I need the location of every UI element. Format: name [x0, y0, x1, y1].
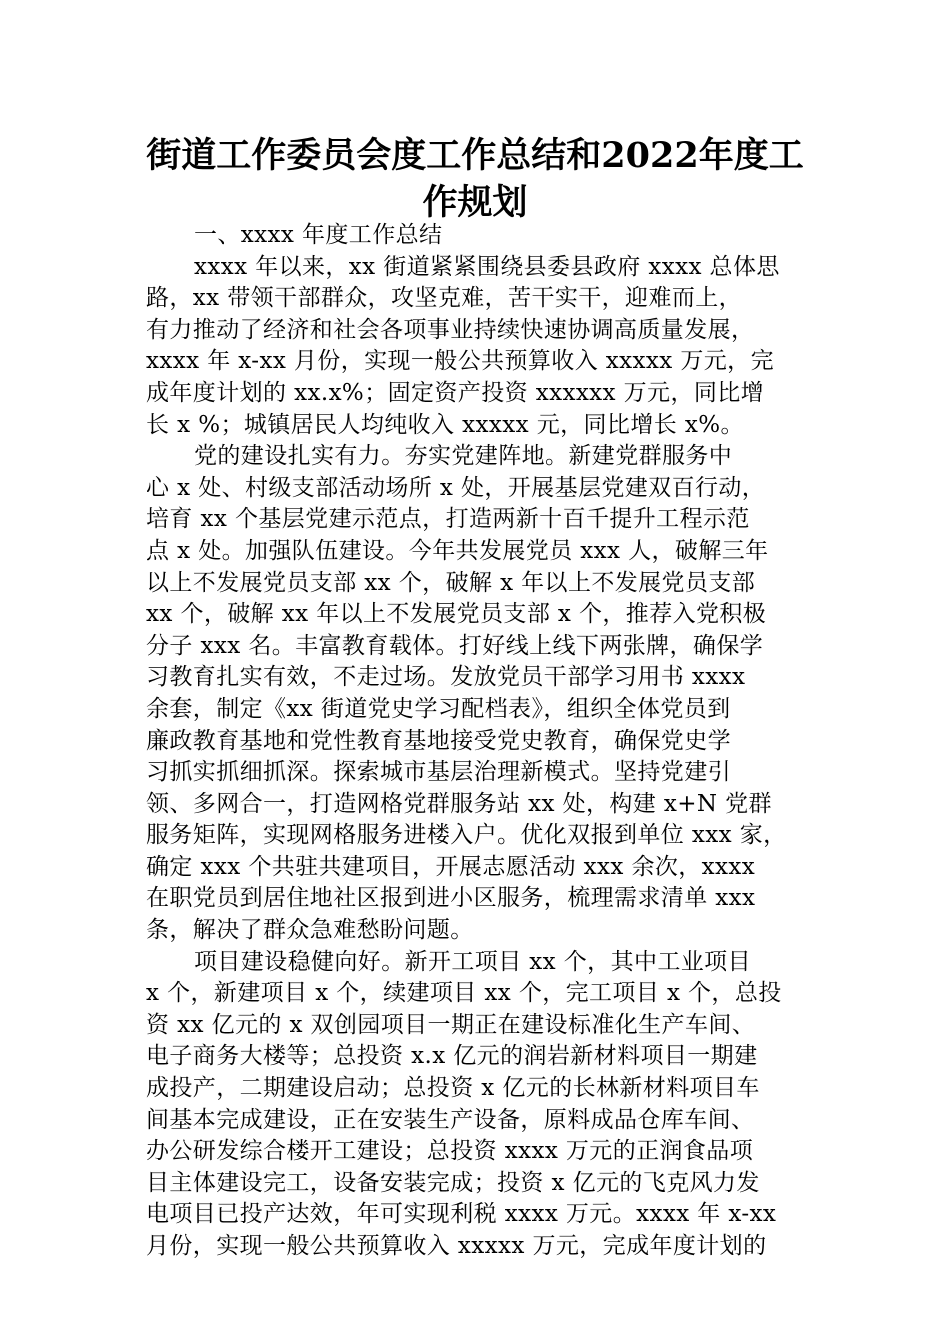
body-line: 习抓实抓细抓深。探索城市基层治理新模式。坚持党建引: [146, 759, 731, 786]
body-line: 服务矩阵，实现网格服务进楼入户。优化双报到单位 xxx 家，: [146, 822, 787, 849]
body-line: xxxx 年以来，xx 街道紧紧围绕县委县政府 xxxx 总体思: [194, 253, 780, 280]
body-line: 条，解决了群众急难愁盼问题。: [146, 917, 474, 944]
body-line: 项目建设稳健向好。新开工项目 xx 个，其中工业项目: [194, 948, 751, 975]
body-line: 党的建设扎实有力。夯实党建阵地。新建党群服务中: [194, 443, 733, 470]
body-line: 分子 xxx 名。丰富教育载体。打好线上线下两张牌，确保学: [146, 632, 764, 659]
body-line: 培育 xx 个基层党建示范点，打造两新十百千提升工程示范: [146, 506, 750, 533]
title-line-1: 街道工作委员会度工作总结和2022年度工: [146, 135, 804, 176]
body-line: 余套，制定《xx 街道党史学习配档表》，组织全体党员到: [146, 695, 731, 722]
body-line: 点 x 处。加强队伍建设。今年共发展党员 xxx 人，破解三年: [146, 537, 769, 564]
body-line: 成年度计划的 xx.x%；固定资产投资 xxxxxx 万元，同比增: [146, 379, 765, 406]
body-line: 确定 xxx 个共驻共建项目，开展志愿活动 xxx 余次，xxxx: [146, 853, 756, 880]
body-line: 心 x 处、村级支部活动场所 x 处，开展基层党建双百行动，: [146, 474, 766, 501]
body-line: x 个，新建项目 x 个，续建项目 xx 个，完工项目 x 个，总投: [146, 980, 782, 1007]
body-line: 习教育扎实有效，不走过场。发放党员干部学习用书 xxxx: [146, 664, 746, 691]
body-line: 间基本完成建设，正在安装生产设备，原料成品仓库车间、: [146, 1106, 755, 1133]
body-line: 资 xx 亿元的 x 双创园项目一期正在建设标准化生产车间、: [146, 1011, 756, 1038]
body-line: 以上不发展党员支部 xx 个，破解 x 年以上不发展党员支部: [146, 569, 756, 596]
body-line: xx 个，破解 xx 年以上不发展党员支部 x 个，推荐入党积极: [146, 601, 767, 628]
title-line-2: 作规划: [422, 182, 528, 223]
body-line: 路，xx 带领干部群众，攻坚克难，苦干实干，迎难而上，: [146, 285, 743, 312]
body-line: 长 x %；城镇居民人均纯收入 xxxxx 元，同比增长 x%。: [146, 411, 744, 438]
body-line: 有力推动了经济和社会各项事业持续快速协调高质量发展，: [146, 316, 755, 343]
body-line: 月份，实现一般公共预算收入 xxxxx 万元，完成年度计划的: [146, 1233, 767, 1259]
body-line: 一、xxxx 年度工作总结: [194, 222, 443, 248]
body-line: 办公研发综合楼开工建设；总投资 xxxx 万元的正润食品项: [146, 1138, 754, 1165]
document-title: [140, 132, 810, 226]
document-body: [146, 220, 814, 1263]
body-line: 在职党员到居住地社区报到进小区服务，梳理需求清单 xxx: [146, 885, 756, 912]
body-line: 电子商务大楼等；总投资 x.x 亿元的润岩新材料项目一期建: [146, 1043, 758, 1070]
body-line: xxxx 年 x-xx 月份，实现一般公共预算收入 xxxxx 万元，完: [146, 348, 774, 375]
body-line: 廉政教育基地和党性教育基地接受党史教育，确保党史学: [146, 727, 731, 754]
body-line: 领、多网合一，打造网格党群服务站 xx 处，构建 x+N 党群: [146, 790, 772, 817]
body-line: 电项目已投产达效，年可实现利税 xxxx 万元。xxxx 年 x-xx: [146, 1201, 777, 1228]
body-line: 目主体建设完工，设备安装完成；投资 x 亿元的飞克风力发: [146, 1169, 760, 1196]
body-line: 成投产，二期建设启动；总投资 x 亿元的长林新材料项目车: [146, 1075, 760, 1102]
